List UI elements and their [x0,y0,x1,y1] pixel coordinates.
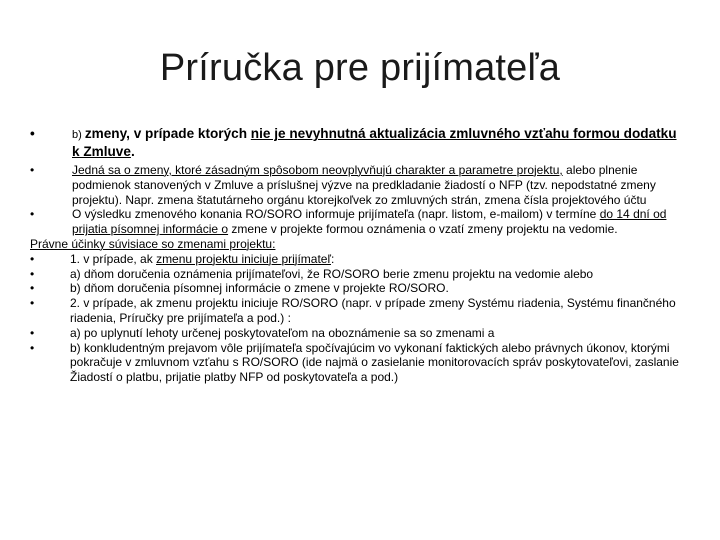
bullet-marker: • [30,266,35,281]
effect-item-5: • a) po uplynutí lehoty určenej poskytovateľom na oboznámenie sa so zmenami a [30,325,495,340]
bullet-marker: • [30,340,35,355]
item3-underlined: do 14 dní od prijatia písomnej informácie o [72,207,667,237]
effect-item-3: • b) dňom doručenia písomnej informácie o zmene v projekte RO/SORO. [30,281,449,296]
effect-item-1: • 1. v prípade, ak zmenu projektu iniciuje prijímateľ: [30,251,335,266]
intro-underlined: nie je nevyhnutná aktualizácia zmluvného vzťahu formou dodatku k Zmluve [72,126,677,159]
effect-item-6: • b) konkludentným prejavom vôle prijímateľa spočívajúcim vo vykonaní faktických alebo právnych úkonov, ktorými pokračuje v zmluvnom vzťahu s RO/SORO (ide najmä o zasielanie monitorovacích správ poskytovateľovi, zaslanie Žiadostí o platbu, prijatie platby NFP od poskytovateľa a pod.) [30,340,679,385]
effects-heading: Právne účinky súvisiace so zmenami projektu: [30,236,276,251]
effect-1-underlined: zmenu projektu iniciuje prijímateľ [156,251,331,266]
bullet-nonsubstantial-changes [30,163,680,207]
item2-text: alebo plnenie podmienok stanovených v Zmluve a príslušnej výzve na predkladanie žiadostí o NFP (tzv. nepodstatné zmeny projektu). Napr. zmena štatutárneho orgánu ktorejkoľvek zo zmluvných strán, zmena čísla projektového účtu [72,163,656,207]
bullet-marker: • [30,281,35,296]
intro-prefix: b) [72,129,85,141]
bullet-marker: • [30,325,35,340]
slide-content [30,126,680,385]
intro-text: zmeny, v prípade ktorých [84,126,251,141]
bullet-marker: • [30,296,35,311]
effect-item-4: • 2. v prípade, ak zmenu projektu iniciuje RO/SORO (napr. v prípade zmeny Systému riadenia, Systému finančného riadenia, Príručky pre prijímateľa a pod.) : [30,296,676,325]
bullet-marker: • [30,251,35,266]
bullet-intro [30,126,680,160]
bullet-change-result [30,207,680,237]
bullet-marker: • [30,126,35,141]
intro-end: . [130,143,135,159]
item3-text: O výsledku zmenového konania RO/SORO informuje prijímateľa (napr. listom, e-mailom) v termíne [72,207,600,222]
slide-title: Príručka pre prijímateľa [159,47,561,89]
bullet-marker: • [30,207,35,222]
item3-end: zmene v projekte formou oznámenia o vzatí zmeny projektu na vedomie. [228,222,618,237]
effect-item-2: • a) dňom doručenia oznámenia prijímateľovi, že RO/SORO berie zmenu projektu na vedomie alebo [30,266,594,281]
item2-underlined: Jedná sa o zmeny, ktoré zásadným spôsobom neovplyvňujú charakter a parametre projektu, [72,163,563,177]
bullet-marker: • [30,163,35,177]
